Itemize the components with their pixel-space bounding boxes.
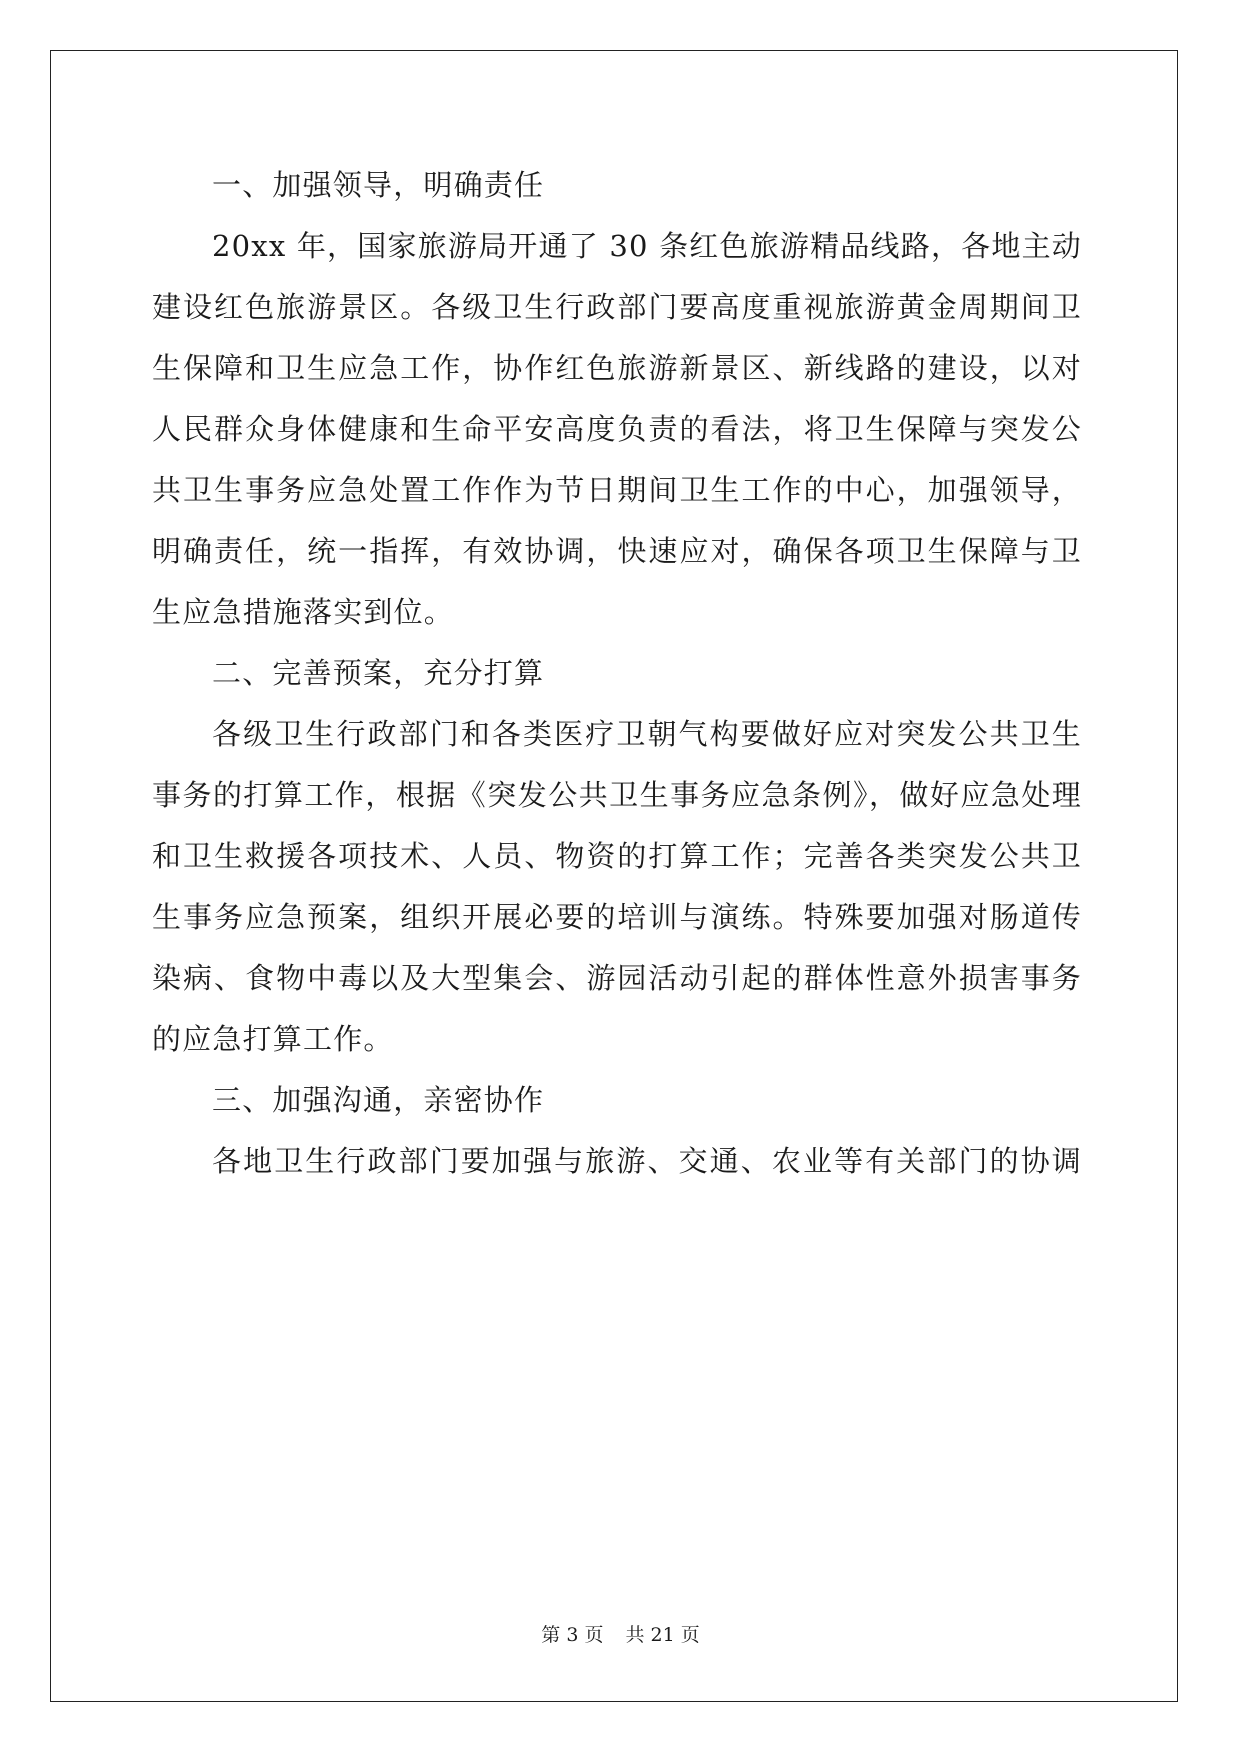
text-line: 的应急打算工作。 <box>152 1022 394 1056</box>
text-line: 三、加强沟通，亲密协作 <box>212 1083 545 1117</box>
page-number: 第 3 页 <box>541 1624 604 1646</box>
text-line: 各级卫生行政部门和各类医疗卫朝气构要做好应对突发公共卫生 <box>212 717 1082 751</box>
document-body <box>152 155 1082 1192</box>
text-line: 生应急措施落实到位。 <box>152 595 455 629</box>
text-line: 生事务应急预案，组织开展必要的培训与演练。特殊要加强对肠道传 <box>152 900 1082 934</box>
text-line: 一、加强领导，明确责任 <box>212 168 545 202</box>
page-footer <box>0 1620 1241 1647</box>
text-line: 和卫生救援各项技术、人员、物资的打算工作；完善各类突发公共卫 <box>152 839 1082 873</box>
text-line: 事务的打算工作，根据《突发公共卫生事务应急条例》，做好应急处理 <box>152 778 1082 812</box>
text-line: 人民群众身体健康和生命平安高度负责的看法，将卫生保障与突发公 <box>152 412 1082 446</box>
text-line: 各地卫生行政部门要加强与旅游、交通、农业等有关部门的协调 <box>212 1144 1082 1178</box>
text-line: 二、完善预案，充分打算 <box>212 656 545 690</box>
text-line: 共卫生事务应急处置工作作为节日期间卫生工作的中心，加强领导， <box>152 473 1082 507</box>
text-line: 染病、食物中毒以及大型集会、游园活动引起的群体性意外损害事务 <box>152 961 1082 995</box>
text-line: 建设红色旅游景区。各级卫生行政部门要高度重视旅游黄金周期间卫 <box>152 290 1082 324</box>
text-line: 生保障和卫生应急工作，协作红色旅游新景区、新线路的建设，以对 <box>152 351 1082 385</box>
text-line: 20xx 年，国家旅游局开通了 30 条红色旅游精品线路，各地主动 <box>212 229 1082 263</box>
page-total: 共 21 页 <box>625 1624 700 1646</box>
text-line: 明确责任，统一指挥，有效协调，快速应对，确保各项卫生保障与卫 <box>152 534 1082 568</box>
